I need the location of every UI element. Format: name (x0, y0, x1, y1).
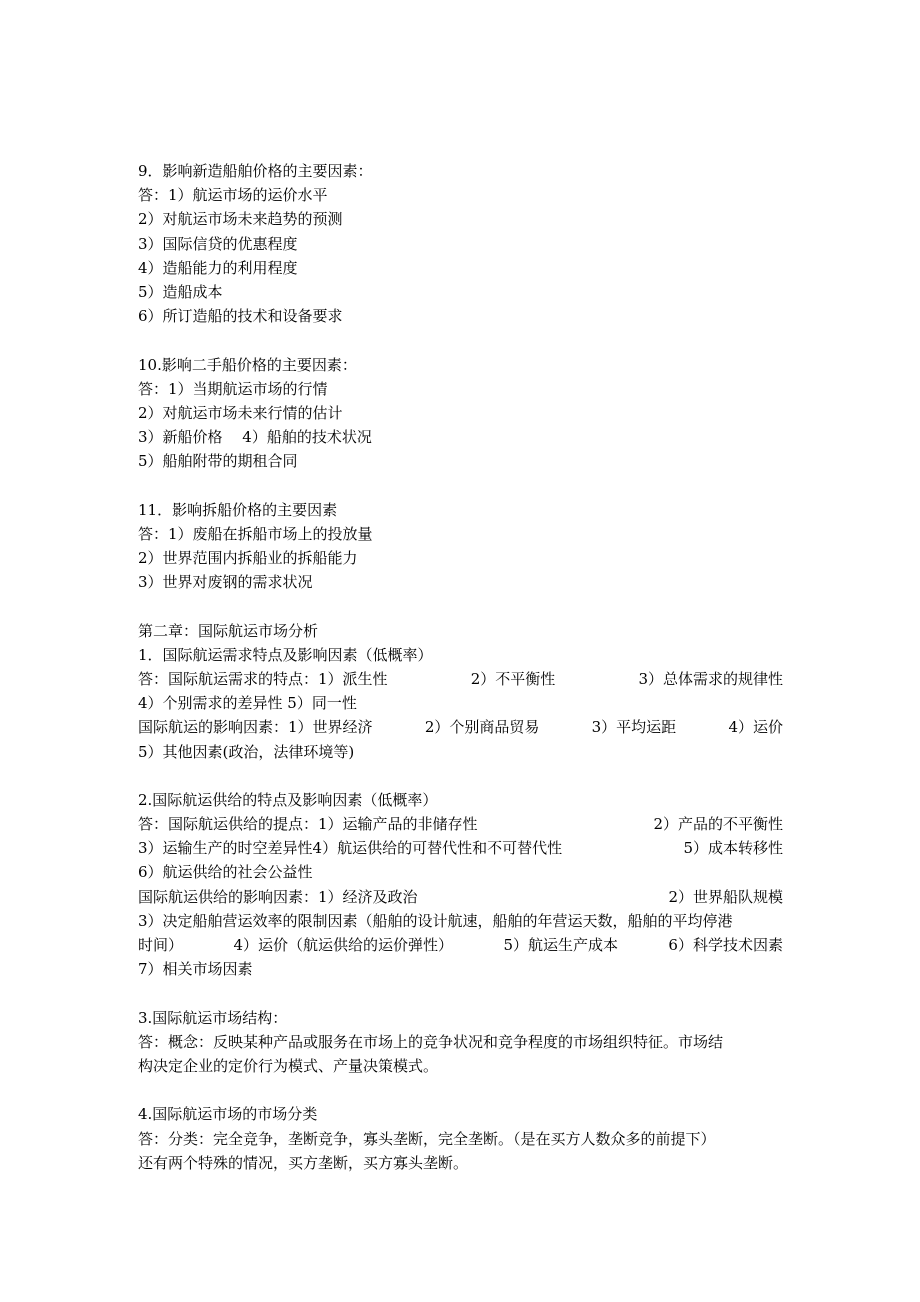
q2-row4-col: 国际航运供给的影响因素：1）经济及政治 (138, 887, 418, 906)
q2-row6-col: 时间） (138, 936, 184, 954)
section-9-item: 6）所订造船的技术和设备要求 (138, 307, 343, 326)
q1-row1-col: 答：国际航运需求的特点：1）派生性 (138, 669, 388, 688)
spacer (138, 1078, 783, 1102)
q2-row (138, 885, 783, 909)
q2-row1-col: 2）产品的不平衡性 (653, 815, 783, 834)
q2-row6-col: 4）运价（航运供给的运价弹性） (233, 936, 453, 954)
q4-body: 还有两个特殊的情况，买方垄断，买方寡头垄断。 (138, 1153, 469, 1172)
spacer (138, 328, 783, 352)
q3-body: 答：概念：反映某种产品或服务在市场上的竞争状况和竞争程度的市场组织特征。市场结 (138, 1032, 724, 1051)
q2-title: 2.国际航运供给的特点及影响因素（低概率） (138, 790, 438, 809)
q1-row1-col: 3）总体需求的规律性 (638, 669, 783, 688)
q1-demand-features-row (138, 667, 783, 691)
section-10-item: 5）船舶附带的期租合同 (138, 452, 298, 471)
q1-row1-col: 2）不平衡性 (470, 669, 556, 688)
q2-row4-col: 2）世界船队规模 (668, 887, 783, 906)
q3-title: 3.国际航运市场结构： (138, 1008, 288, 1027)
section-9-item: 5）造船成本 (138, 282, 223, 301)
q2-line: 6）航运供给的社会公益性 (138, 863, 313, 882)
section-10-item: 2）对航运市场未来行情的估计 (138, 403, 343, 422)
q1-row3-col: 3）平均运距 (591, 718, 677, 737)
spacer (138, 764, 783, 788)
q2-row (138, 909, 783, 933)
q1-line: 5）其他因素(政治，法律环境等) (138, 742, 355, 761)
chapter-2-title: 第二章：国际航运市场分析 (138, 621, 319, 640)
section-10-item: 答：1）当期航运市场的行情 (138, 379, 328, 398)
q2-row6-col: 6）科学技术因素 (668, 936, 783, 954)
q2-line: 7）相关市场因素 (138, 960, 253, 979)
section-10-title: 10.影响二手船价格的主要因素： (138, 355, 357, 374)
section-10-item: 3）新船价格 4）船舶的技术状况 (138, 428, 372, 447)
q2-row2-col: 3）运输生产的时空差异性4）航运供给的可替代性和不可替代性 (138, 839, 563, 858)
q2-row1-col: 答：国际航运供给的提点：1）运输产品的非储存性 (138, 815, 478, 834)
section-11-title: 11．影响拆船价格的主要因素 (138, 500, 338, 519)
section-11-item: 2）世界范围内拆船业的拆船能力 (138, 549, 358, 567)
section-9-item: 2）对航运市场未来趋势的预测 (138, 210, 343, 229)
q2-row (138, 812, 783, 836)
q4-body: 答：分类：完全竞争，垄断竞争，寡头垄断，完全垄断。（是在买方人数众多的前提下） (138, 1129, 716, 1148)
section-11-item: 3）世界对废钢的需求状况 (138, 573, 313, 592)
section-9-item: 4）造船能力的利用程度 (138, 258, 298, 277)
section-9-title: 9．影响新造船舶价格的主要因素： (138, 162, 373, 180)
section-11-item: 答：1）废船在拆船市场上的投放量 (138, 524, 373, 543)
document-page (138, 159, 783, 1175)
spacer (138, 981, 783, 1005)
q1-line: 4）个别需求的差异性 5）同一性 (138, 694, 357, 713)
q1-title: 1．国际航运需求特点及影响因素（低概率） (138, 645, 433, 664)
q1-row3-col: 国际航运的影响因素：1）世界经济 (138, 718, 373, 737)
spacer (138, 473, 783, 497)
q2-row (138, 933, 783, 957)
spacer (138, 594, 783, 618)
q3-body: 构决定企业的定价行为模式、产量决策模式。 (138, 1056, 439, 1075)
section-9-item: 3）国际信贷的优惠程度 (138, 234, 298, 253)
q4-title: 4.国际航运市场的市场分类 (138, 1105, 318, 1124)
section-9-item: 答：1）航运市场的运价水平 (138, 186, 328, 205)
q1-factors-row (138, 715, 783, 739)
q2-row6-col: 5）航运生产成本 (503, 936, 618, 954)
q2-row (138, 836, 783, 860)
q1-row3-col: 4）运价 (728, 718, 783, 737)
q2-row5-col: 3）决定船舶营运效率的限制因素（船舶的设计航速，船舶的年营运天数，船舶的平均停港 (138, 911, 733, 930)
q1-row3-col: 2）个别商品贸易 (424, 718, 540, 737)
q2-row2-col: 5）成本转移性 (683, 839, 783, 858)
